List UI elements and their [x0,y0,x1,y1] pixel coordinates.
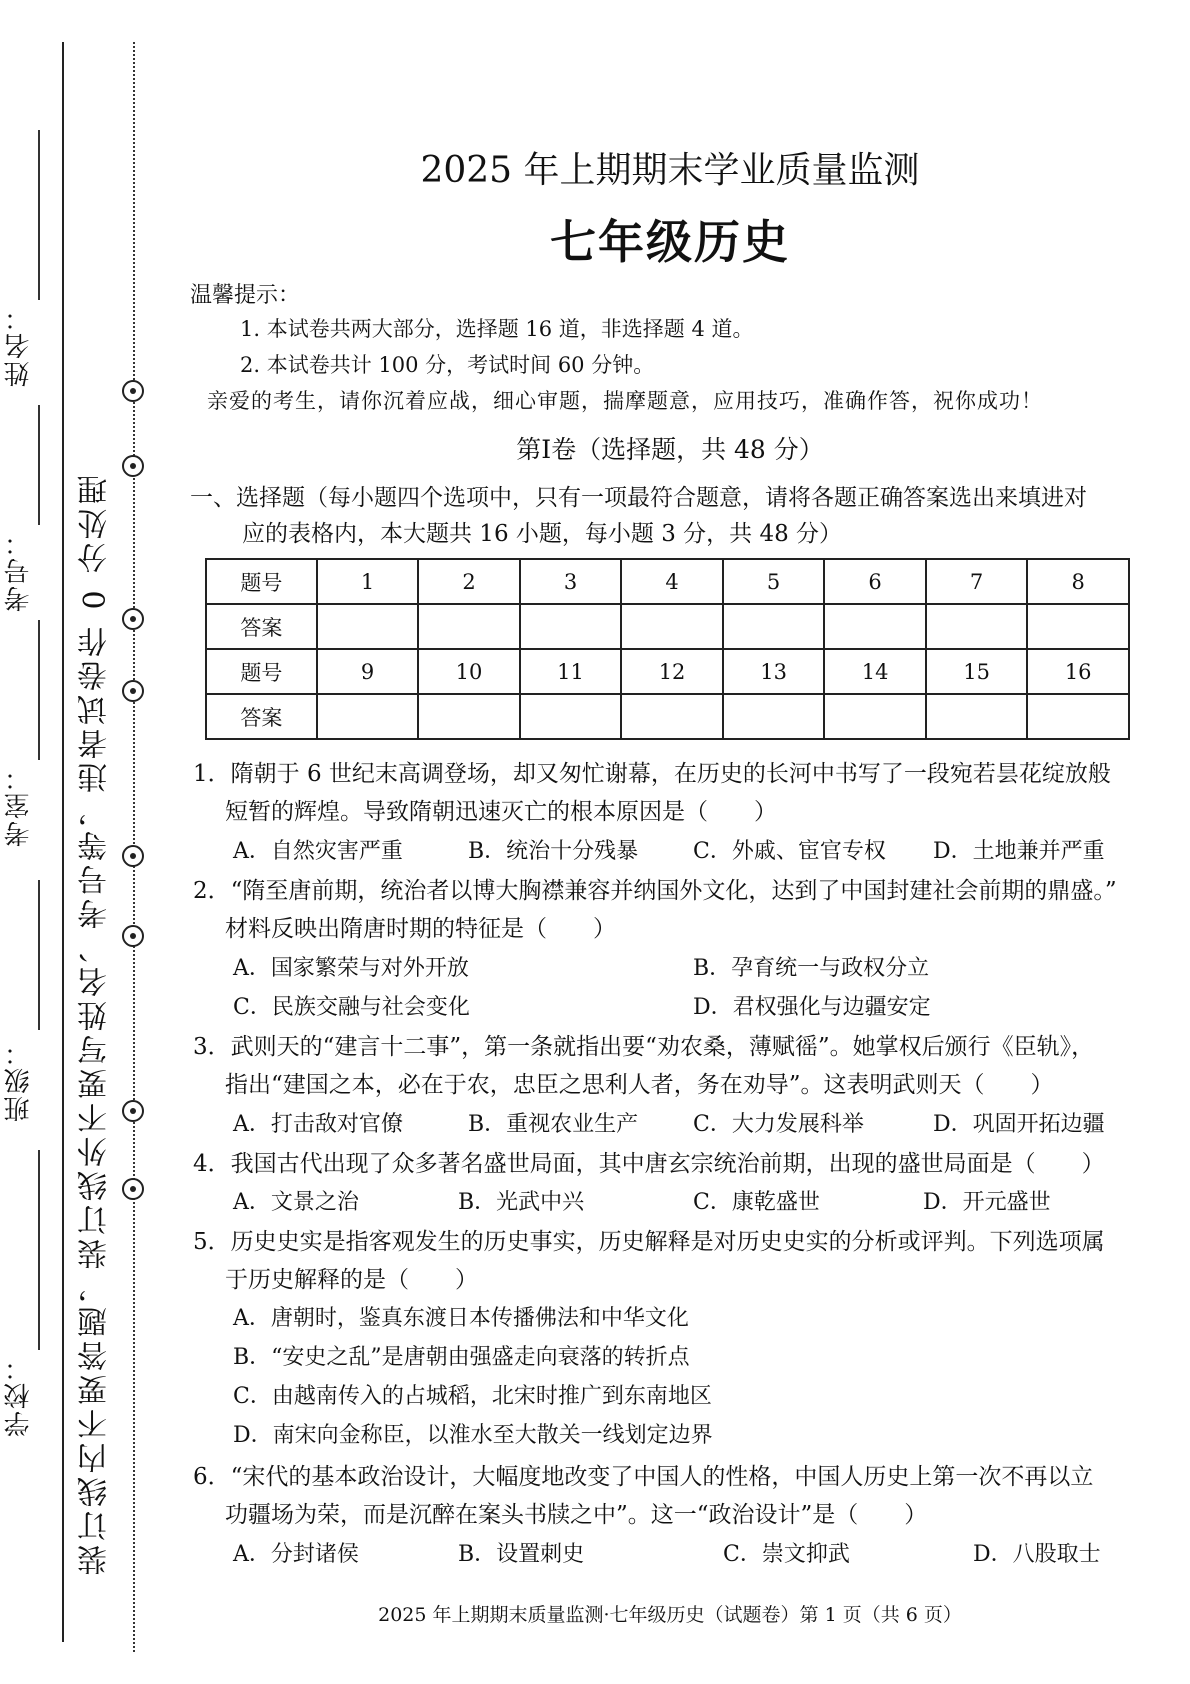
field-room-label: 考室： [4,763,34,847]
answer-cell[interactable] [723,604,825,649]
field-number-blank[interactable] [38,405,40,525]
question-text: 3．武则天的“建言十二事”，第一条就指出要“劝农桑，薄赋徭”。她掌权后颁行《臣轨》， [193,1034,1095,1060]
question-1-options [233,833,1153,871]
question-number: 3 [520,559,622,604]
option-b[interactable]: B．“安史之乱”是唐朝由强盛走向衰落的转折点 [233,1345,690,1370]
option-d[interactable]: D．八股取士 [973,1542,1101,1567]
tip-item: 1. 本试卷共两大部分，选择题 16 道，非选择题 4 道。 [240,317,754,341]
option-c[interactable]: C．民族交融与社会变化 [233,995,470,1020]
field-room-blank[interactable] [38,620,40,760]
binding-hole-icon [122,455,144,477]
question-text: 功疆场为荣，而是沉醉在案头书牍之中”。这一“政治设计”是（ ） [225,1502,928,1528]
field-class-label: 班级： [4,1038,34,1122]
question-number: 2 [418,559,520,604]
answer-cell[interactable] [824,604,926,649]
question-number: 8 [1027,559,1129,604]
table-row [206,604,1129,649]
question-4 [193,1145,1153,1183]
option-a[interactable]: A．文景之治 [233,1190,359,1215]
option-d[interactable]: D．开元盛世 [923,1190,1051,1215]
question-2-options [233,950,1153,1030]
field-school-label: 学校： [4,1353,34,1437]
question-text: 短暂的辉煌。导致隋朝迅速灭亡的根本原因是（ ） [225,799,777,825]
binding-hole-icon [122,925,144,947]
row-header: 题号 [206,649,317,694]
question-text: 于历史解释的是（ ） [225,1267,478,1293]
question-text: 材料反映出隋唐时期的特征是（ ） [225,916,616,942]
answer-cell[interactable] [317,694,419,739]
option-c[interactable]: C．由越南传入的占城稻，北宋时推广到东南地区 [233,1384,712,1409]
binding-hole-icon [122,380,144,402]
answer-cell[interactable] [418,604,520,649]
option-a[interactable]: A．打击敌对官僚 [233,1112,403,1137]
question-6 [193,1458,1153,1534]
question-number: 9 [317,649,419,694]
option-b[interactable]: B．光武中兴 [458,1190,585,1215]
row-header: 答案 [206,604,317,649]
blessing-text: 亲爱的考生，请你沉着应战，细心审题，揣摩题意，应用技巧，准确作答，祝你成功！ [207,389,1043,413]
answer-cell[interactable] [926,694,1028,739]
question-text: 1．隋朝于 6 世纪末高调登场，却又匆忙谢幕，在历史的长河中书写了一段宛若昙花绽放般 [193,761,1111,787]
question-text: 4．我国古代出现了众多著名盛世局面，其中唐玄宗统治前期，出现的盛世局面是（ ） [193,1151,1105,1177]
field-number-label: 考号： [4,528,34,612]
question-text: 指出“建国之本，必在于农，忠臣之思利人者，务在劝导”。这表明武则天（ ） [225,1072,1054,1098]
question-text: 5．历史史实是指客观发生的历史事实，历史解释是对历史史实的分析或评判。下列选项属 [193,1229,1105,1255]
question-4-options [233,1184,1153,1222]
page-footer: 2025 年上期期末质量监测·七年级历史（试题卷）第 1 页（共 6 页） [378,1604,962,1626]
answer-cell[interactable] [926,604,1028,649]
question-number: 6 [824,559,926,604]
answer-cell[interactable] [723,694,825,739]
tips-heading: 温馨提示： [190,283,301,308]
answer-cell[interactable] [1027,604,1129,649]
question-number: 14 [824,649,926,694]
question-number: 4 [621,559,723,604]
option-d[interactable]: D．巩固开拓边疆 [933,1112,1105,1137]
field-name-blank[interactable] [38,130,40,300]
question-2 [193,872,1153,948]
option-b[interactable]: B．统治十分残暴 [468,839,639,864]
binding-hole-icon [122,845,144,867]
option-c[interactable]: C．外戚、宦官专权 [693,839,886,864]
question-number: 11 [520,649,622,694]
instruction-line: 应的表格内，本大题共 16 小题，每小题 3 分，共 48 分） [242,521,843,547]
question-text: 6．“宋代的基本政治设计，大幅度地改变了中国人的性格，中国人历史上第一次不再以立 [193,1464,1094,1490]
field-name-label: 姓名： [4,303,34,387]
option-a[interactable]: A．分封诸侯 [233,1542,359,1567]
table-row [206,649,1129,694]
option-a[interactable]: A．国家繁荣与对外开放 [233,956,469,981]
question-5 [193,1223,1153,1299]
answer-cell[interactable] [824,694,926,739]
option-c[interactable]: C．大力发展科举 [693,1112,864,1137]
table-row [206,694,1129,739]
option-c[interactable]: C．崇文抑武 [723,1542,850,1567]
answer-cell[interactable] [317,604,419,649]
question-3 [193,1028,1153,1104]
binding-hole-icon [122,1178,144,1200]
section-instruction [190,480,1150,552]
option-b[interactable]: B．重视农业生产 [468,1112,639,1137]
question-text: 2．“隋至唐前期，统治者以博大胸襟兼容并纳国外文化，达到了中国封建社会前期的鼎盛。” [193,878,1117,904]
option-a[interactable]: A．唐朝时，鉴真东渡日本传播佛法和中华文化 [233,1306,689,1331]
subject-title: 七年级历史 [550,215,790,269]
question-6-options [233,1536,1153,1574]
answer-cell[interactable] [621,694,723,739]
answer-cell[interactable] [621,604,723,649]
answer-cell[interactable] [418,694,520,739]
binding-hole-icon [122,1100,144,1122]
question-number: 1 [317,559,419,604]
binding-hole-icon [122,680,144,702]
field-class-blank[interactable] [38,880,40,1030]
question-number: 10 [418,649,520,694]
instruction-line: 一、选择题（每小题四个选项中，只有一项最符合题意，请将各题正确答案选出来填进对 [190,485,1087,511]
question-5-options [233,1300,1153,1460]
option-b[interactable]: B．孕育统一与政权分立 [693,956,930,981]
tip-item: 2. 本试卷共计 100 分，考试时间 60 分钟。 [240,353,655,377]
option-d[interactable]: D．君权强化与边疆安定 [693,995,931,1020]
row-header: 答案 [206,694,317,739]
option-d[interactable]: D．南宋向金称臣，以淮水至大散关一线划定边界 [233,1423,713,1448]
row-header: 题号 [206,559,317,604]
question-number: 12 [621,649,723,694]
question-number: 5 [723,559,825,604]
option-d[interactable]: D．土地兼并严重 [933,839,1105,864]
option-b[interactable]: B．设置刺史 [458,1542,585,1567]
question-number: 13 [723,649,825,694]
answer-cell[interactable] [520,694,622,739]
option-a[interactable]: A．自然灾害严重 [233,839,403,864]
binding-solid-line [62,42,64,1642]
answer-cell[interactable] [1027,694,1129,739]
question-1 [193,755,1153,831]
question-3-options [233,1106,1153,1144]
question-number: 7 [926,559,1028,604]
question-number: 16 [1027,649,1129,694]
binding-warning: 装订线内不要答题，装订线外不要写姓名、考号等，违者试卷作 0 分处理 [78,470,113,1575]
field-school-blank[interactable] [38,1150,40,1350]
section-heading: 第Ⅰ卷（选择题，共 48 分） [516,435,824,464]
option-c[interactable]: C．康乾盛世 [693,1190,820,1215]
answer-table [205,558,1130,740]
exam-title: 2025 年上期期末学业质量监测 [420,150,920,191]
binding-hole-icon [122,608,144,630]
question-number: 15 [926,649,1028,694]
table-row [206,559,1129,604]
answer-cell[interactable] [520,604,622,649]
